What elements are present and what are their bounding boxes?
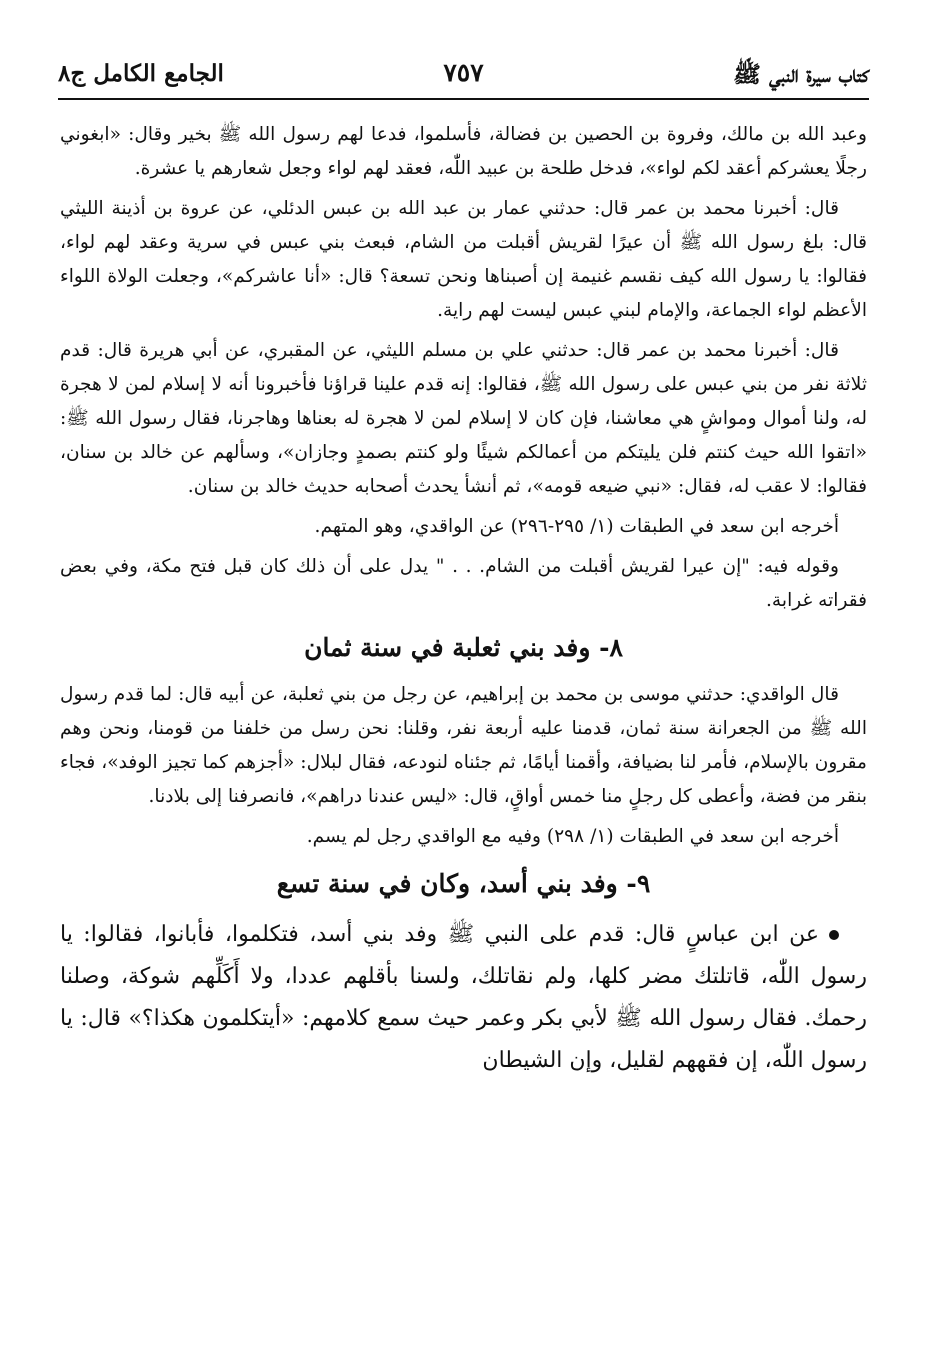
hadith-text: عن ابن عباسٍ قال: قدم على النبي ﷺ وفد بني أسد، فتكلموا، فأبانوا، فقالوا: يا رسول اللّٰه، قاتلتك مضر كلها، ولم نقاتلك، ولسنا بأقلهم عددا، ولا أَكَلِّهم شوكة، وصلنا رحمك. فقال رسول الله ﷺ لأبي بكر وعمر حيث سمع كلامهم: «أيتكلمون هكذا؟» قال: يا رسول اللّٰه، إن فقههم لقليل، وإن الشيطان bbox=[60, 922, 867, 1073]
hadith-paragraph bbox=[60, 914, 867, 1082]
commentary-note: وقوله فيه: "إن عيرا لقريش أقبلت من الشام. . . " يدل على أن ذلك كان قبل فتح مكة، وفي بعض فقراته غرابة. bbox=[60, 556, 867, 611]
paragraph: قال: أخبرنا محمد بن عمر قال: حدثني علي بن مسلم الليثي، عن المقبري، عن أبي هريرة قال: قدم ثلاثة نفر من بني عبس على رسول الله ﷺ، فقالوا: إنه قدم علينا قراؤنا فأخبرونا أنه لا إسلام لمن لا هجرة له، ولنا أموال ومواشٍ هي معاشنا، فإن كان لا إسلام لمن لا هجرة له بعناها وهاجرنا، فقال رسول الله ﷺ: «اتقوا الله حيث كنتم فلن يليتكم من أعمالكم شيئًا ولو كنتم بصمدٍ وجازان»، وسألهم عن خالد بن سنان، فقالوا: لا عقب له، فقال: «نبي ضيعه قومه»، ثم أنشأ يحدث أصحابه حديث خالد بن سنان. bbox=[60, 340, 867, 497]
paragraph: وعبد الله بن مالك، وفروة بن الحصين بن فضالة، فأسلموا، فدعا لهم رسول الله ﷺ بخير وقال: «ابغوني رجلًا يعشركم أعقد لكم لواء»، فدخل طلحة بن عبيد اللّٰه، فعقد لهم لواء وجعل شعارهم يا عشرة. bbox=[60, 124, 867, 179]
section-heading: ٩- وفد بني أسد، وكان في سنة تسع bbox=[276, 869, 651, 898]
volume-title: الجامع الكامل ج٨ bbox=[58, 60, 224, 87]
paragraph: قال الواقدي: حدثني موسى بن محمد بن إبراهيم، عن رجل من بني ثعلبة، عن أبيه قال: لما قدم رسول الله ﷺ من الجعرانة سنة ثمان، قدمنا عليه أربعة نفر، وقلنا: نحن رسل من خلفنا من قومنا، ونحن وهم مقرون بالإسلام، فأمر لنا بضيافة، وأقمنا أيامًا، ثم جئناه لنودعه، فقال لبلال: «أجزهم كما تجيز الوفد»، فجاء بنقر من فضة، وأعطى كل رجلٍ منا خمس أواقٍ، قال: «ليس عندنا دراهم»، فانصرفنا إلى بلادنا. bbox=[60, 684, 867, 807]
page-body bbox=[60, 118, 867, 1088]
book-title: كتاب سيرة النبي ﷺ bbox=[733, 61, 869, 88]
running-head bbox=[58, 58, 869, 100]
section-heading: ٨- وفد بني ثعلبة في سنة ثمان bbox=[304, 633, 623, 662]
page-number: ٧٥٧ bbox=[443, 58, 484, 87]
citation-note: أخرجه ابن سعد في الطبقات (١/ ٢٩٥-٢٩٦) عن الواقدي، وهو المتهم. bbox=[314, 516, 839, 537]
citation-note: أخرجه ابن سعد في الطبقات (١/ ٢٩٨) وفيه مع الواقدي رجل لم يسم. bbox=[306, 826, 839, 847]
bullet-icon bbox=[829, 930, 839, 940]
paragraph: قال: أخبرنا محمد بن عمر قال: حدثني عمار بن عبد الله بن عبس الدئلي، عن عروة بن أذينة الليثي قال: بلغ رسول الله ﷺ أن عيرًا لقريش أقبلت من الشام، فبعث بني عبس في سرية وعقد لهم لواء، فقالوا: يا رسول الله كيف نقسم غنيمة إن أصبناها ونحن تسعة؟ قال: «أنا عاشركم»، وجعلت الولاة اللواء الأعظم لواء الجماعة، والإمام لبني عبس ليست لهم راية. bbox=[60, 198, 867, 321]
